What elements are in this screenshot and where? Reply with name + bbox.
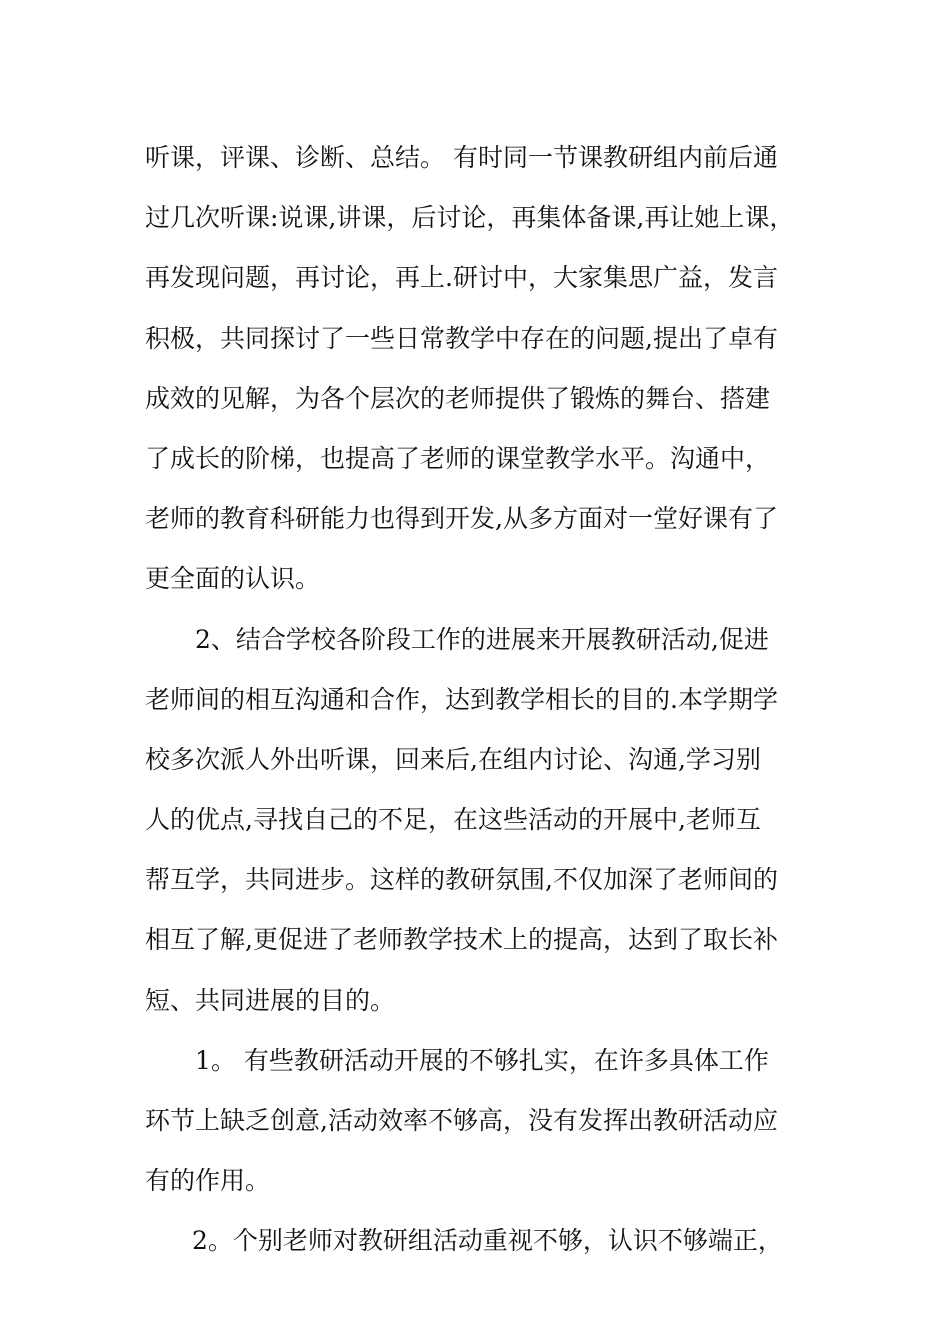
text-line: 成效的见解，为各个层次的老师提供了锻炼的舞台、搭建 <box>145 383 771 413</box>
text-line: 校多次派人外出听课，回来后,在组内讨论、沟通,学习别 <box>145 744 761 774</box>
text-line: 有的作用。 <box>145 1166 271 1196</box>
text-line: 环节上缺乏创意,活动效率不够高，没有发挥出教研活动应 <box>145 1106 778 1135</box>
text-line: 再发现问题，再讨论，再上.研讨中，大家集思广益，发言 <box>145 263 778 293</box>
document-body <box>145 128 820 1272</box>
paragraph-start-line: 2。个别老师对教研组活动重视不够，认识不够端正， <box>192 1226 783 1256</box>
text-line: 相互了解,更促进了老师教学技术上的提高，达到了取长补 <box>145 925 778 955</box>
text-line: 更全面的认识。 <box>145 564 321 594</box>
paragraph-start-line: 2、结合学校各阶段工作的进展来开展教研活动,促进 <box>195 624 769 654</box>
text-line: 短、共同进展的目的。 <box>145 985 396 1015</box>
text-line: 了成长的阶梯，也提高了老师的课堂教学水平。沟通中， <box>145 443 771 473</box>
text-line: 过几次听课:说课,讲课，后讨论，再集体备课,再让她上课， <box>145 203 795 233</box>
paragraph-start-line: 1。 有些教研活动开展的不够扎实，在许多具体工作 <box>195 1045 769 1075</box>
text-line: 人的优点,寻找自己的不足，在这些活动的开展中,老师互 <box>145 805 761 835</box>
text-line: 积极，共同探讨了一些日常教学中存在的问题,提出了卓有 <box>145 323 778 353</box>
text-line: 听课，评课、诊断、总结。 有时同一节课教研组内前后通 <box>145 143 778 172</box>
text-line: 老师的教育科研能力也得到开发,从多方面对一堂好课有了 <box>145 504 778 534</box>
text-line: 老师间的相互沟通和合作，达到教学相长的目的.本学期学 <box>145 684 778 714</box>
text-line: 帮互学，共同进步。这样的教研氛围,不仅加深了老师间的 <box>145 865 778 895</box>
